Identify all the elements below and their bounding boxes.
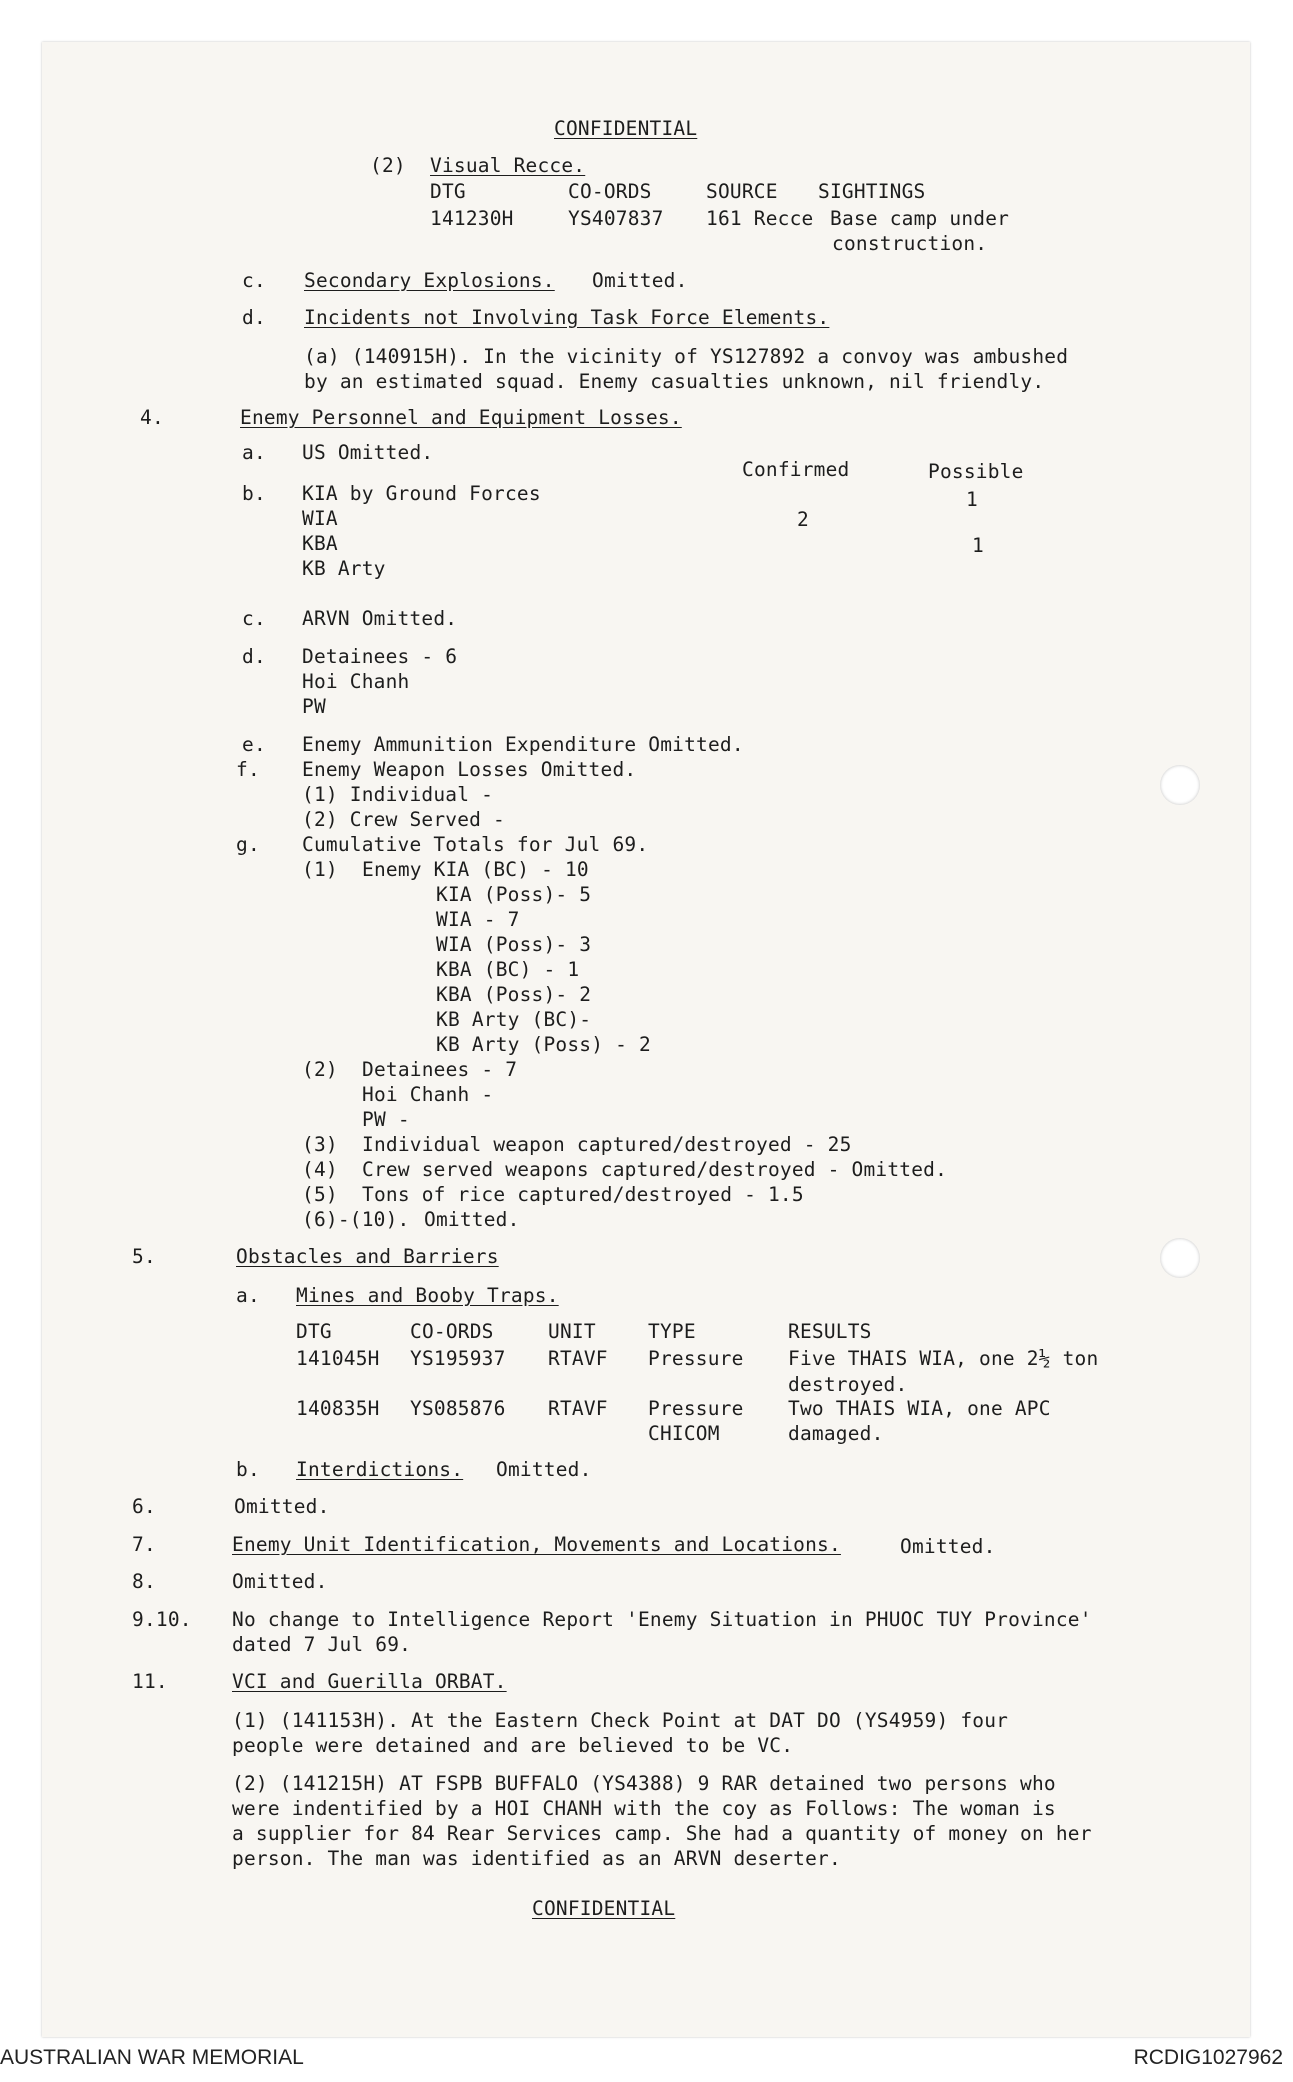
sec4g-enemy-row-7: KB Arty (Poss) - 2 [436, 1033, 651, 1056]
recce-col-dtg: DTG [430, 180, 466, 203]
sec4g-enemy-row-1: KIA (Poss)- 5 [436, 883, 592, 906]
sec4g-item-5-num: (5) [302, 1183, 338, 1206]
sec4g-text: Cumulative Totals for Jul 69. [302, 833, 649, 856]
sec5-title: Obstacles and Barriers [236, 1245, 499, 1268]
recce-col-sightings: SIGHTINGS [818, 180, 926, 203]
sec11-p1-line1: (1) (141153H). At the Eastern Check Point at DAT DO (YS4959) four [232, 1709, 1009, 1732]
sec4b-row-kba: KBA [302, 532, 338, 555]
sec4g-letter: g. [236, 833, 260, 856]
sec6-num: 6. [132, 1495, 156, 1518]
classification-footer: CONFIDENTIAL [532, 1897, 676, 1920]
sec4g-item-3-text: Individual weapon captured/destroyed - 25 [362, 1133, 852, 1156]
recce-dtg: 141230H [430, 207, 514, 230]
sec4d-line3: PW [302, 695, 326, 718]
sec5b-text: Omitted. [496, 1458, 592, 1481]
sec4b-row-kia: KIA by Ground Forces [302, 482, 541, 505]
sec4g-enemy-row-6: KB Arty (BC)- [436, 1008, 592, 1031]
sec5b-letter: b. [236, 1458, 260, 1481]
mine-1-results-1: Five THAIS WIA, one 2½ ton [788, 1347, 1099, 1370]
sec11-p2-line4: person. The man was identified as an ARVN deserter. [232, 1847, 841, 1870]
sec7-num: 7. [132, 1533, 156, 1556]
sec4g-item-4-num: (4) [302, 1158, 338, 1181]
sec4g-det-row-1: Detainees - 7 [362, 1058, 518, 1081]
sec4b-possible-kia: 1 [966, 488, 978, 511]
sec3d-title: Incidents not Involving Task Force Elements. [304, 306, 830, 329]
sec8-text: Omitted. [232, 1570, 328, 1593]
sec4a-letter: a. [242, 441, 266, 464]
recce-coords: YS407837 [568, 207, 664, 230]
sec4e-letter: e. [242, 733, 266, 756]
sec4c-text: ARVN Omitted. [302, 607, 458, 630]
sec3d-line2: by an estimated squad. Enemy casualties unknown, nil friendly. [304, 370, 1045, 393]
mine-2-unit: RTAVF [548, 1397, 608, 1420]
recce-source: 161 Recce [706, 207, 814, 230]
sec7-text: Omitted. [900, 1535, 996, 1558]
sec3d-letter: d. [242, 306, 266, 329]
sec910-line2: dated 7 Jul 69. [232, 1633, 412, 1656]
sec3c-text: Omitted. [592, 269, 688, 292]
sec5a-letter: a. [236, 1284, 260, 1307]
sec4g-enemy-num: (1) [302, 858, 338, 881]
sec7-title: Enemy Unit Identification, Movements and Locations. [232, 1533, 841, 1556]
sec4g-det-row-2: Hoi Chanh - [362, 1083, 494, 1106]
sec3d-line1: (a) (140915H). In the vicinity of YS127892 a convoy was ambushed [304, 345, 1069, 368]
sec910-line1: No change to Intelligence Report 'Enemy Situation in PHUOC TUY Province' [232, 1608, 1092, 1631]
sec4e-text: Enemy Ammunition Expenditure Omitted. [302, 733, 744, 756]
mine-2-type: Pressure [648, 1397, 744, 1420]
sec4f-letter: f. [236, 758, 260, 781]
sec4b-letter: b. [242, 482, 266, 505]
sec4d-letter: d. [242, 645, 266, 668]
mine-1-type: Pressure [648, 1347, 744, 1370]
mine-1-dtg: 141045H [296, 1347, 380, 1370]
mines-col-coords: CO-ORDS [410, 1320, 494, 1343]
classification-header: CONFIDENTIAL [554, 117, 698, 140]
punch-hole-upper [1160, 765, 1200, 805]
sec4g-item-3-num: (3) [302, 1133, 338, 1156]
sec5b-title: Interdictions. [296, 1458, 464, 1481]
sec3c-letter: c. [242, 269, 266, 292]
recce-sightings-1: Base camp under [830, 207, 1010, 230]
sec11-title: VCI and Guerilla ORBAT. [232, 1670, 507, 1693]
sec5a-title: Mines and Booby Traps. [296, 1284, 559, 1307]
sec4g-item-4-text: Crew served weapons captured/destroyed - Omitted. [362, 1158, 948, 1181]
mine-1-coords: YS195937 [410, 1347, 506, 1370]
sec8-num: 8. [132, 1570, 156, 1593]
mines-col-type: TYPE [648, 1320, 696, 1343]
sec11-p2-line3: a supplier for 84 Rear Services camp. She had a quantity of money on her [232, 1822, 1092, 1845]
sec4g-det-row-3: PW - [362, 1108, 410, 1131]
archive-footer-left: AUSTRALIAN WAR MEMORIAL [0, 2046, 304, 2069]
mines-col-dtg: DTG [296, 1320, 332, 1343]
sec4g-item-5-text: Tons of rice captured/destroyed - 1.5 [362, 1183, 804, 1206]
sec4a-text: US Omitted. [302, 441, 434, 464]
sec5-num: 5. [132, 1245, 156, 1268]
mine-1-results-2: destroyed. [788, 1373, 908, 1396]
mine-2-results-2: damaged. [788, 1422, 884, 1445]
sec4g-enemy-row-5: KBA (Poss)- 2 [436, 983, 592, 1006]
sec4c-letter: c. [242, 607, 266, 630]
sec4-num: 4. [140, 406, 164, 429]
sec6-text: Omitted. [234, 1495, 330, 1518]
mines-col-unit: UNIT [548, 1320, 596, 1343]
mine-2-dtg: 140835H [296, 1397, 380, 1420]
sec4d-line1: Detainees - 6 [302, 645, 458, 668]
sec4g-enemy-row-4: KBA (BC) - 1 [436, 958, 580, 981]
mine-2-results-1: Two THAIS WIA, one APC [788, 1397, 1051, 1420]
sec11-p1-line2: people were detained and are believed to be VC. [232, 1734, 794, 1757]
sec4-title: Enemy Personnel and Equipment Losses. [240, 406, 682, 429]
recce-sightings-2: construction. [832, 232, 988, 255]
sec4f-sub2: (2) Crew Served - [302, 808, 505, 831]
mine-1-unit: RTAVF [548, 1347, 608, 1370]
recce-col-source: SOURCE [706, 180, 778, 203]
sec4b-possible-kba: 1 [972, 534, 984, 557]
sec4f-sub1: (1) Individual - [302, 783, 494, 806]
archive-footer-right: RCDIG1027962 [1133, 2046, 1283, 2069]
sec3c-title: Secondary Explosions. [304, 269, 555, 292]
sec11-p2-line1: (2) (141215H) AT FSPB BUFFALO (YS4388) 9 RAR detained two persons who [232, 1772, 1056, 1795]
col-confirmed: Confirmed [742, 458, 850, 481]
sec4f-text: Enemy Weapon Losses Omitted. [302, 758, 637, 781]
sec4g-enemy-row-2: WIA - 7 [436, 908, 520, 931]
sec4g-det-num: (2) [302, 1058, 338, 1081]
sec4b-row-kbarty: KB Arty [302, 557, 386, 580]
visual-recce-num: (2) [370, 154, 406, 177]
sec910-num: 9.10. [132, 1608, 192, 1631]
sec4b-confirmed-wia: 2 [797, 508, 809, 531]
mine-2-type-2: CHICOM [648, 1422, 720, 1445]
punch-hole-lower [1160, 1238, 1200, 1278]
col-possible: Possible [928, 460, 1024, 483]
sec11-p2-line2: were indentified by a HOI CHANH with the coy as Follows: The woman is [232, 1797, 1056, 1820]
sec4g-item-6-num: (6)-(10). [302, 1208, 410, 1231]
sec11-num: 11. [132, 1670, 168, 1693]
sec4d-line2: Hoi Chanh [302, 670, 410, 693]
sec4g-item-6-text: Omitted. [424, 1208, 520, 1231]
sec4g-enemy-row-3: WIA (Poss)- 3 [436, 933, 592, 956]
sec4b-row-wia: WIA [302, 507, 338, 530]
visual-recce-title: Visual Recce. [430, 154, 586, 177]
sec4g-enemy-first: Enemy KIA (BC) - 10 [362, 858, 589, 881]
mines-col-results: RESULTS [788, 1320, 872, 1343]
mine-2-coords: YS085876 [410, 1397, 506, 1420]
recce-col-coords: CO-ORDS [568, 180, 652, 203]
